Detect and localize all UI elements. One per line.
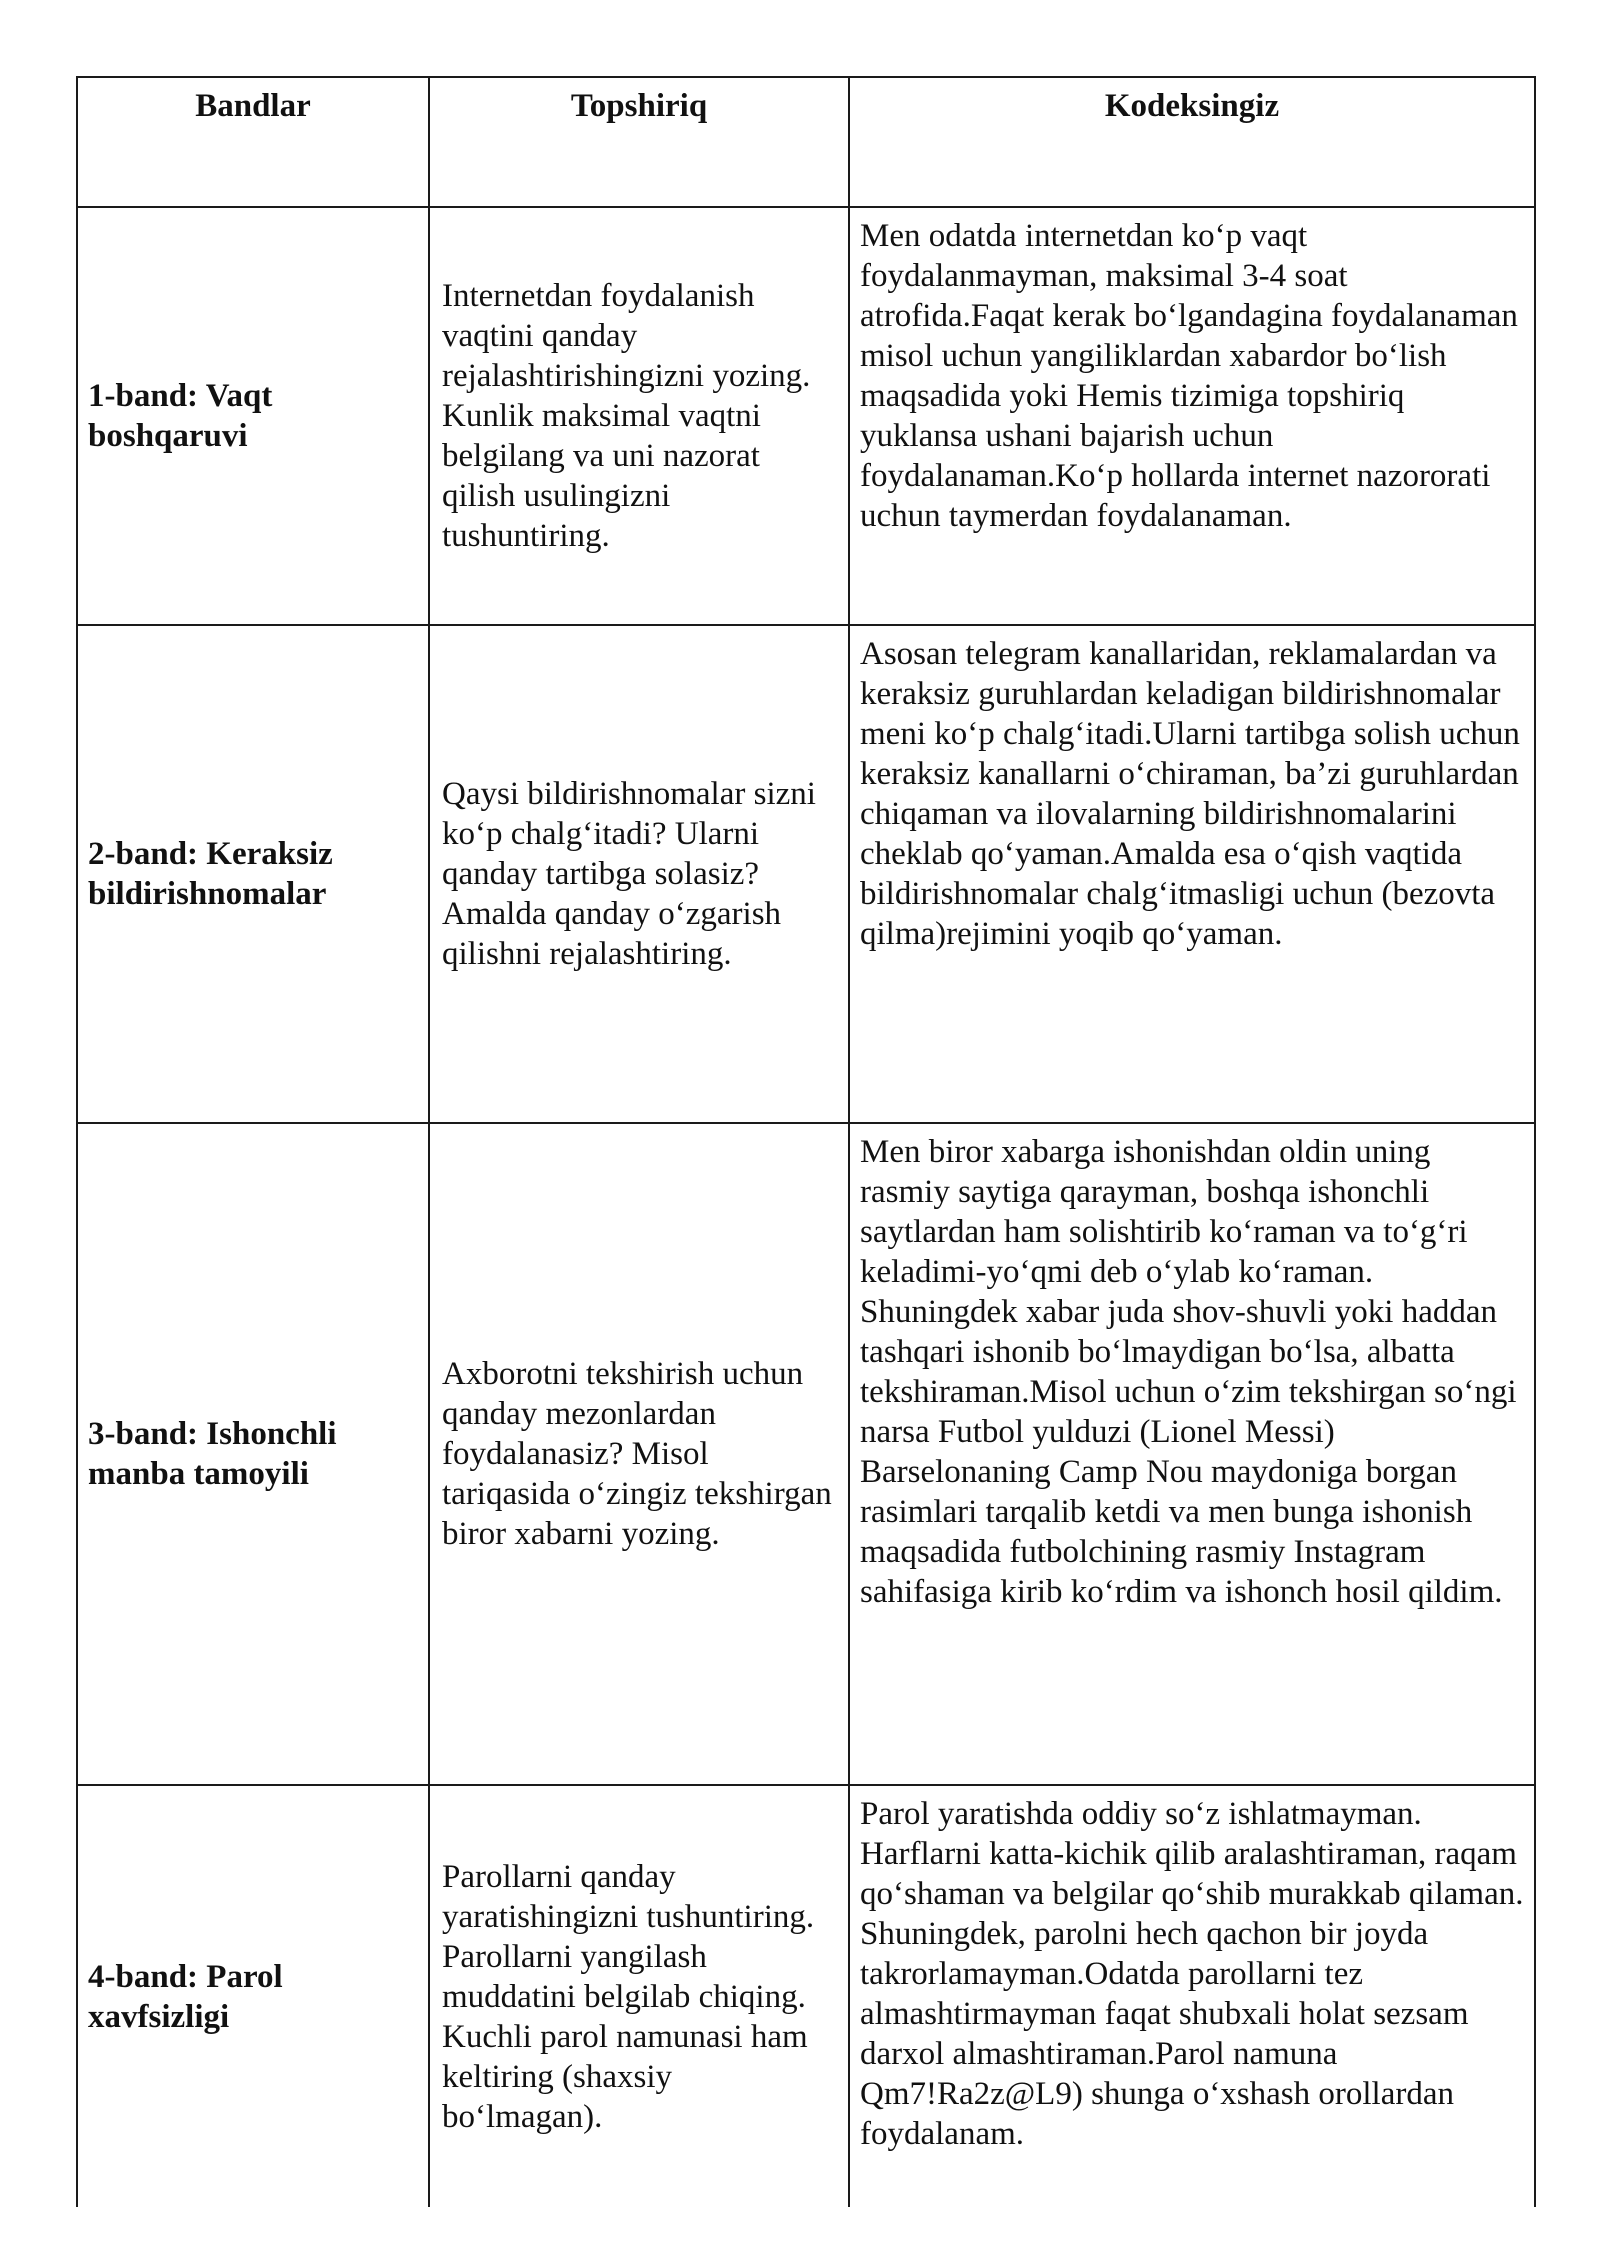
code-cell: Men odatda internetdan ko‘p vaqt foydalanmayman, maksimal 3-4 soat atrofida.Faqat kerak bo‘lgandagina foydalanaman misol uchun yangiliklardan xabardor bo‘lish maqsadida yoki Hemis tizimiga topshiriq yuklansa ushani bajarish uchun foydalanaman.Ko‘p hollarda internet nazororati uchun taymerdan foydalanaman. — [849, 207, 1535, 625]
table-header-row — [77, 77, 1535, 207]
uslub-table — [76, 76, 1536, 2207]
code-cell: Men biror xabarga ishonishdan oldin uning rasmiy saytiga qarayman, boshqa ishonchli saytlardan ham solishtirib ko‘raman va to‘g‘ri keladimi-yo‘qmi deb o‘ylab ko‘raman. Shuningdek xabar juda shov-shuvli yoki haddan tashqari ishonib bo‘lmaydigan bo‘lsa, albatta tekshiraman.Misol uchun o‘zim tekshirgan so‘ngi narsa Futbol yulduzi (Lionel Messi) Barselonaning Camp Nou maydoniga borgan rasimlari tarqalib ketdi va men bunga ishonish maqsadida futbolchining rasmiy Instagram sahifasiga kirib ko‘rdim va ishonch hosil qildim. — [849, 1123, 1535, 1785]
task-cell: Axborotni tekshirish uchun qanday mezonlardan foydalanasiz? Misol tariqasida o‘zingiz tekshirgan biror xabarni yozing. — [429, 1123, 849, 1785]
header-kodeksingiz: Kodeksingiz — [849, 77, 1535, 207]
table-row — [77, 207, 1535, 625]
table-row — [77, 625, 1535, 1123]
task-cell: Parollarni qanday yaratishingizni tushuntiring. Parollarni yangilash muddatini belgilab chiqing. Kuchli parol namunasi ham keltiring (shaxsiy bo‘lmagan). — [429, 1785, 849, 2207]
band-cell: 1-band: Vaqt boshqaruvi — [77, 207, 429, 625]
table-row — [77, 1785, 1535, 2207]
band-cell: 3-band: Ishonchli manba tamoyili — [77, 1123, 429, 1785]
code-cell: Parol yaratishda oddiy so‘z ishlatmayman. Harflarni katta-kichik qilib aralashtiraman, raqam qo‘shaman va belgilar qo‘shib murakkab qilaman. Shuningdek, parolni hech qachon bir joyda takrorlamayman.Odatda parollarni tez almashtirmayman faqat shubxali holat sezsam darxol almashtiraman.Parol namuna Qm7!Ra2z@L9) shunga o‘xshash orollardan foydalanam. — [849, 1785, 1535, 2207]
band-cell: 2-band: Keraksiz bildirishnomalar — [77, 625, 429, 1123]
task-cell: Internetdan foydalanish vaqtini qanday rejalashtirishingizni yozing. Kunlik maksimal vaqtni belgilang va uni nazorat qilish usulingizni tushuntiring. — [429, 207, 849, 625]
header-bandlar: Bandlar — [77, 77, 429, 207]
band-cell: 4-band: Parol xavfsizligi — [77, 1785, 429, 2207]
table-row — [77, 1123, 1535, 1785]
code-cell: Asosan telegram kanallaridan, reklamalardan va keraksiz guruhlardan keladigan bildirishnomalar meni ko‘p chalg‘itadi.Ularni tartibga solish uchun keraksiz kanallarni o‘chiraman, ba’zi guruhlardan chiqaman va ilovalarning bildirishnomalarini cheklab qo‘yaman.Amalda esa o‘qish vaqtida bildirishnomalar chalg‘itmasligi uchun (bezovta qilma)rejimini yoqib qo‘yaman. — [849, 625, 1535, 1123]
header-topshiriq: Topshiriq — [429, 77, 849, 207]
task-cell: Qaysi bildirishnomalar sizni ko‘p chalg‘itadi? Ularni qanday tartibga solasiz? Amalda qanday o‘zgarish qilishni rejalashtiring. — [429, 625, 849, 1123]
